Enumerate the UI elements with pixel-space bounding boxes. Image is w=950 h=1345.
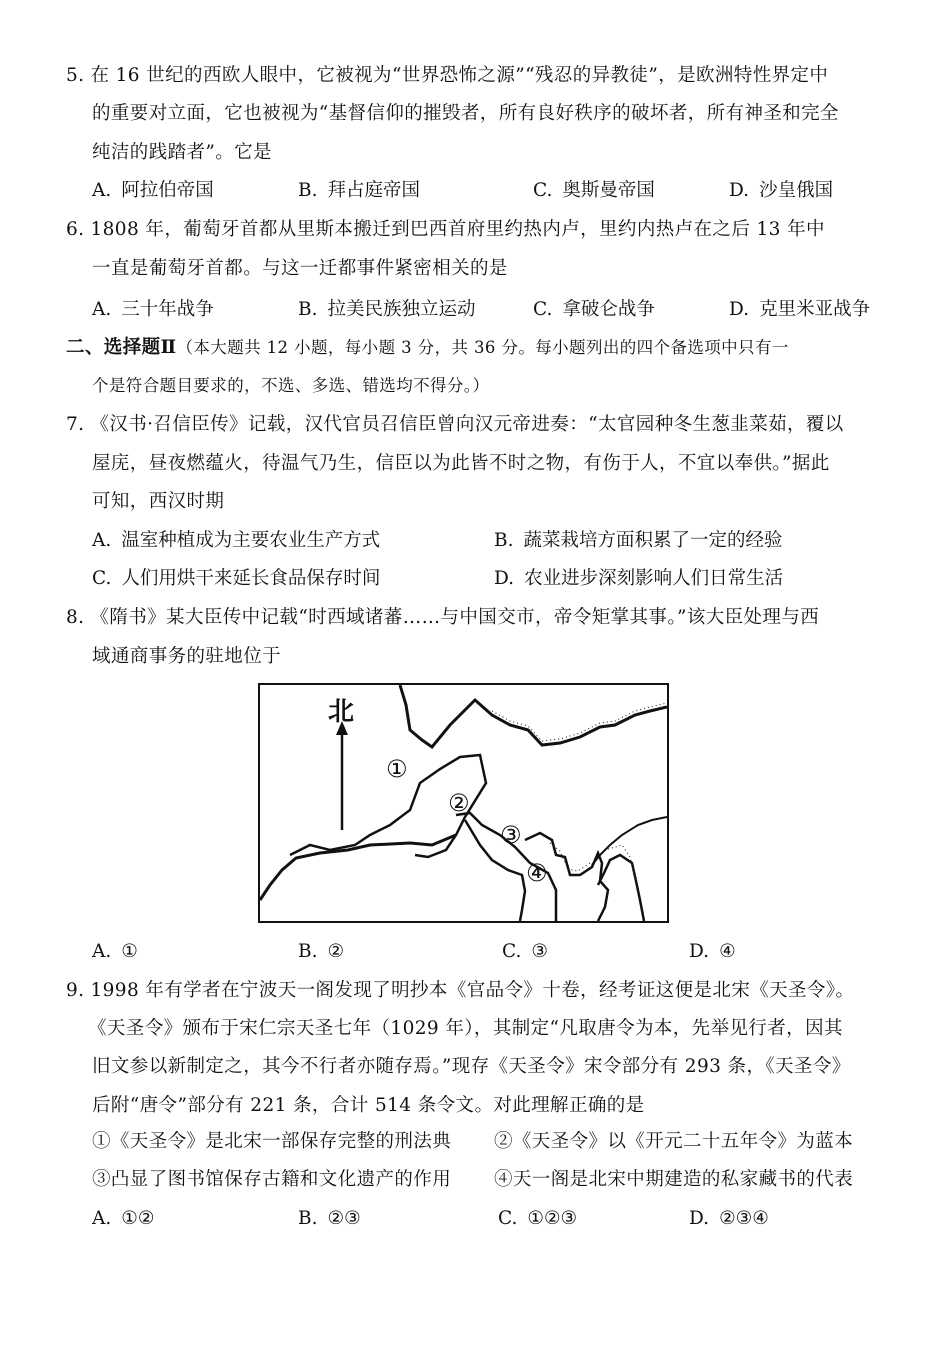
q5-line-1: 5. 在 16 世纪的西欧人眼中，它被视为“世界恐怖之源”“残忍的异教徒”，是欧洲特性界定中	[66, 65, 829, 86]
map-dotted-edge	[492, 703, 667, 741]
silk-road-map	[258, 683, 669, 923]
q9-line-4: 后附“唐令”部分有 221 条，合计 514 条令文。对此理解正确的是	[92, 1095, 645, 1116]
section-2-line-2: 个是符合题目要求的，不选、多选、错选均不得分。）	[92, 376, 490, 395]
q7-line-2: 屋庑，昼夜燃蕴火，待温气乃生，信臣以为此皆不时之物，有伤于人，不宜以奉供。”据此	[92, 453, 830, 474]
q9-option-c[interactable]: C. ①②③	[498, 1208, 578, 1229]
q5-number: 5.	[66, 65, 85, 86]
q8-line-2: 域通商事务的驻地位于	[92, 646, 282, 667]
q5-line-2: 的重要对立面，它也被视为“基督信仰的摧毁者，所有良好秩序的破坏者，所有神圣和完全	[92, 103, 839, 124]
map-border-main	[260, 835, 456, 900]
q9-statement-1: ①《天圣令》是北宋一部保存完整的刑法典	[92, 1131, 452, 1152]
q8-option-c[interactable]: C. ③	[502, 941, 548, 962]
q8-line-1: 8. 《隋书》某大臣传中记载“时西域诸蕃……与中国交市，帝令矩掌其事。”该大臣处理与西	[66, 607, 820, 628]
q7-option-a[interactable]: A. 温室种植成为主要农业生产方式	[92, 530, 381, 551]
q6-number: 6.	[66, 219, 85, 240]
q5-option-b[interactable]: B. 拜占庭帝国	[298, 180, 420, 201]
q9-line-1: 9. 1998 年有学者在宁波天一阁发现了明抄本《官品令》十卷，经考证这便是北宋《天圣令》。	[66, 980, 855, 1001]
map-marker-3: ③	[500, 821, 522, 849]
q5-line-3: 纯洁的践踏者”。它是	[92, 142, 272, 163]
map-border-north	[400, 685, 667, 747]
q7-number: 7.	[66, 414, 85, 435]
map-dotted-edge-2	[550, 843, 638, 895]
q6-line-2: 一直是葡萄牙首都。与这一迁都事件紧密相关的是	[92, 258, 508, 279]
q9-option-b[interactable]: B. ②③	[298, 1208, 361, 1229]
q6-line-1: 6. 1808 年，葡萄牙首都从里斯本搬迁到巴西首府里约热内卢，里约内热卢在之后 13 年中	[66, 219, 825, 240]
map-marker-4: ④	[526, 859, 548, 887]
q9-option-a[interactable]: A. ①②	[92, 1208, 155, 1229]
q5-option-c[interactable]: C. 奥斯曼帝国	[533, 180, 655, 201]
map-marker-1: ①	[386, 755, 408, 783]
q5-option-a[interactable]: A. 阿拉伯帝国	[92, 180, 214, 201]
q8-option-d[interactable]: D. ④	[689, 941, 736, 962]
section-2-note: （本大题共 12 小题，每小题 3 分，共 36 分。每小题列出的四个备选项中只有一	[176, 338, 789, 357]
q9-statement-4: ④天一阁是北宋中期建造的私家藏书的代表	[494, 1169, 854, 1190]
north-label: 北	[328, 697, 355, 727]
map-marker-2: ②	[448, 789, 470, 817]
q7-line-3: 可知，西汉时期	[92, 491, 225, 512]
q9-statement-3: ③凸显了图书馆保存古籍和文化遗产的作用	[92, 1169, 452, 1190]
map-river	[592, 817, 667, 865]
q8-option-b[interactable]: B. ②	[298, 941, 345, 962]
q6-option-a[interactable]: A. 三十年战争	[92, 299, 214, 320]
q6-option-c[interactable]: C. 拿破仑战争	[533, 299, 655, 320]
q6-option-b[interactable]: B. 拉美民族独立运动	[298, 299, 476, 320]
q8-option-a[interactable]: A. ①	[92, 941, 138, 962]
q7-option-c[interactable]: C. 人们用烘干来延长食品保存时间	[92, 568, 381, 589]
q9-line-2: 《天圣令》颁布于宋仁宗天圣七年（1029 年），其制定“凡取唐令为本，先举见行者，因其	[88, 1018, 843, 1039]
q7-line-1: 7. 《汉书·召信臣传》记载，汉代官员召信臣曾向汉元帝进奏：“太官园种冬生葱韭菜茹，覆以	[66, 414, 844, 435]
q6-option-d[interactable]: D. 克里米亚战争	[729, 299, 871, 320]
q9-option-d[interactable]: D. ②③④	[689, 1208, 769, 1229]
q8-number: 8.	[66, 607, 85, 628]
q7-option-b[interactable]: B. 蔬菜栽培方面积累了一定的经验	[494, 530, 783, 551]
q9-number: 9.	[66, 980, 85, 1001]
q9-statement-2: ②《天圣令》以《开元二十五年令》为蓝本	[494, 1131, 854, 1152]
section-2-line-1	[66, 336, 789, 360]
q9-line-3: 旧文参以新制定之，其今不行者亦随存焉。”现存《天圣令》宋令部分有 293 条，《天圣令》	[92, 1056, 851, 1077]
section-2-heading: 二、选择题Ⅱ	[66, 337, 177, 358]
q7-option-d[interactable]: D. 农业进步深刻影响人们日常生活	[494, 568, 784, 589]
q5-option-d[interactable]: D. 沙皇俄国	[729, 180, 834, 201]
